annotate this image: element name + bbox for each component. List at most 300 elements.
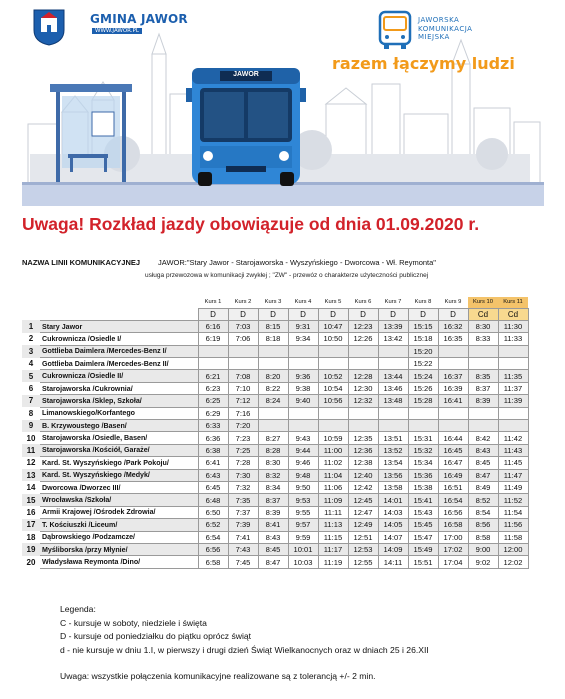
departure-time: 9:53 xyxy=(288,494,318,506)
departure-time xyxy=(438,345,468,357)
table-row xyxy=(22,345,528,357)
departure-time: 7:45 xyxy=(228,556,258,568)
departure-time xyxy=(498,420,528,432)
departure-time: 12:51 xyxy=(348,531,378,543)
departure-time: 9:02 xyxy=(468,556,498,568)
departure-time: 9:38 xyxy=(288,382,318,394)
departure-time: 8:39 xyxy=(258,506,288,518)
departure-time xyxy=(438,420,468,432)
departure-time xyxy=(348,407,378,419)
stop-number: 9 xyxy=(22,420,40,432)
departure-time: 6:16 xyxy=(198,320,228,332)
service-description: usługa przewozowa w komunikacji zwykłej ; "ZW" - przewóz o charakterze użyteczności publicznej xyxy=(145,272,429,279)
table-row xyxy=(22,444,528,456)
validity-notice: Uwaga! Rozkład jazdy obowiązuje od dnia 01.09.2020 r. xyxy=(22,214,480,234)
jkm-logo-text xyxy=(418,16,472,42)
departure-time: 11:02 xyxy=(318,457,348,469)
departure-time: 7:08 xyxy=(228,370,258,382)
departure-time: 11:09 xyxy=(318,494,348,506)
departure-time: 9:43 xyxy=(288,432,318,444)
table-row xyxy=(22,494,528,506)
departure-time: 9:55 xyxy=(288,506,318,518)
departure-time: 8:37 xyxy=(258,494,288,506)
departure-time: 15:51 xyxy=(408,556,438,568)
course-header: Kurs 1 xyxy=(204,299,222,306)
departure-time: 11:45 xyxy=(498,457,528,469)
departure-time: 12:53 xyxy=(348,543,378,555)
jkm-line-1: JAWORSKA xyxy=(418,16,460,24)
departure-time: 7:39 xyxy=(228,519,258,531)
day-code: Cd xyxy=(498,308,528,320)
departure-time: 12:47 xyxy=(348,506,378,518)
departure-time: 12:00 xyxy=(498,543,528,555)
departure-time: 11:56 xyxy=(498,519,528,531)
course-header: Kurs 5 xyxy=(324,299,342,306)
course-header: Kurs 11 xyxy=(498,297,528,308)
legend-c: C - kursuje w soboty, niedziele i święta xyxy=(60,617,207,628)
departure-time: 13:39 xyxy=(378,320,408,332)
day-code-row xyxy=(22,308,528,320)
day-code: D xyxy=(348,308,378,320)
departure-time xyxy=(498,345,528,357)
coat-of-arms-icon xyxy=(32,8,66,46)
departure-time: 10:52 xyxy=(318,370,348,382)
departure-time: 7:16 xyxy=(228,407,258,419)
stop-name: Dąbrowskiego /Podzamcze/ xyxy=(40,531,198,543)
day-code: D xyxy=(438,308,468,320)
departure-time: 10:50 xyxy=(318,333,348,345)
departure-time: 14:01 xyxy=(378,494,408,506)
departure-time: 14:09 xyxy=(378,543,408,555)
departure-time: 8:37 xyxy=(468,382,498,394)
departure-time: 6:38 xyxy=(198,444,228,456)
stop-name: Starojaworska /Kościół, Garaże/ xyxy=(40,444,198,456)
departure-time xyxy=(318,345,348,357)
departure-time xyxy=(498,407,528,419)
stop-name: Cukrownicza /Osiedle I/ xyxy=(40,333,198,345)
departure-time xyxy=(288,345,318,357)
departure-time xyxy=(378,345,408,357)
legend xyxy=(60,603,429,657)
departure-time: 16:37 xyxy=(438,370,468,382)
departure-time: 9:50 xyxy=(288,481,318,493)
departure-time: 7:10 xyxy=(228,382,258,394)
header-spacer xyxy=(40,297,198,308)
departure-time xyxy=(318,358,348,370)
departure-time: 11:19 xyxy=(318,556,348,568)
departure-time: 12:26 xyxy=(348,333,378,345)
departure-time xyxy=(318,420,348,432)
departure-time: 8:42 xyxy=(468,432,498,444)
departure-time: 8:34 xyxy=(258,481,288,493)
departure-time: 8:20 xyxy=(258,370,288,382)
departure-time: 15:34 xyxy=(408,457,438,469)
stop-name: Starojaworska /Sklep, Szkoła/ xyxy=(40,395,198,407)
stop-number: 10 xyxy=(26,433,36,443)
stop-name: Cukrownicza /Osiedle II/ xyxy=(40,370,198,382)
line-name-label: NAZWA LINII KOMUNIKACYJNEJ xyxy=(22,258,141,267)
departure-time: 7:43 xyxy=(228,543,258,555)
table-row xyxy=(22,531,528,543)
stop-number: 19 xyxy=(22,543,40,555)
departure-time: 16:56 xyxy=(438,506,468,518)
stop-name: Gottlieba Daimlera /Mercedes-Benz II/ xyxy=(40,358,198,370)
departure-time xyxy=(258,407,288,419)
departure-time: 8:18 xyxy=(258,333,288,345)
stop-number: 4 xyxy=(28,359,34,369)
header-spacer xyxy=(40,308,198,320)
departure-time: 12:02 xyxy=(498,556,528,568)
stop-number: 5 xyxy=(22,370,40,382)
departure-time: 11:00 xyxy=(318,444,348,456)
departure-time: 8:54 xyxy=(468,506,498,518)
table-row xyxy=(22,469,528,481)
table-row xyxy=(22,457,528,469)
day-code: Cd xyxy=(468,308,498,320)
departure-time: 14:03 xyxy=(378,506,408,518)
stop-name: Wrocławska /Szkoła/ xyxy=(40,494,198,506)
departure-time xyxy=(468,345,498,357)
departure-time: 9:31 xyxy=(288,320,318,332)
departure-time xyxy=(378,407,408,419)
departure-time: 10:01 xyxy=(288,543,318,555)
departure-time: 11:43 xyxy=(498,444,528,456)
departure-time: 8:49 xyxy=(468,481,498,493)
stop-number: 8 xyxy=(28,408,34,418)
departure-time: 15:45 xyxy=(408,519,438,531)
departure-time: 8:15 xyxy=(258,320,288,332)
stop-number: 2 xyxy=(28,334,34,344)
stop-number: 16 xyxy=(26,507,36,517)
departure-time: 12:49 xyxy=(348,519,378,531)
departure-time: 6:29 xyxy=(198,407,228,419)
departure-time: 8:32 xyxy=(258,469,288,481)
stop-name: T. Kościuszki /Liceum/ xyxy=(40,519,198,531)
departure-time: 11:47 xyxy=(498,469,528,481)
departure-time: 8:41 xyxy=(258,519,288,531)
departure-time xyxy=(228,358,258,370)
gmina-url: WWW.JAWOR.PL xyxy=(92,28,142,34)
departure-time: 6:33 xyxy=(198,420,228,432)
departure-time: 15:36 xyxy=(408,469,438,481)
departure-time: 16:51 xyxy=(438,481,468,493)
departure-time: 15:31 xyxy=(408,432,438,444)
departure-time: 7:25 xyxy=(228,444,258,456)
departure-time: 8:30 xyxy=(468,320,498,332)
gmina-title: GMINA JAWOR xyxy=(90,12,188,26)
departure-time: 7:06 xyxy=(228,333,258,345)
departure-time: 12:55 xyxy=(348,556,378,568)
departure-time: 8:45 xyxy=(258,543,288,555)
course-header-row xyxy=(22,297,528,308)
departure-time: 8:47 xyxy=(258,556,288,568)
jkm-line-2: KOMUNIKACJA xyxy=(418,24,473,33)
stop-name: Starojaworska /Osiedle, Basen/ xyxy=(40,432,198,444)
departure-time: 10:47 xyxy=(318,320,348,332)
departure-time xyxy=(228,345,258,357)
departure-time: 13:56 xyxy=(378,469,408,481)
departure-time: 11:37 xyxy=(498,382,528,394)
departure-time: 8:24 xyxy=(258,395,288,407)
table-row xyxy=(22,481,528,493)
stop-name: B. Krzywoustego /Basen/ xyxy=(40,420,198,432)
tolerance-note: Uwaga: wszystkie połączenia komunikacyjne realizowane są z tolerancją +/- 2 min. xyxy=(60,671,376,681)
day-code: D xyxy=(228,308,258,320)
stop-name: Kard. St. Wyszyńskiego /Medyk/ xyxy=(40,469,198,481)
departure-time: 8:45 xyxy=(468,457,498,469)
departure-time: 8:43 xyxy=(468,444,498,456)
departure-time: 11:52 xyxy=(498,494,528,506)
day-code: D xyxy=(258,308,288,320)
stop-number: 13 xyxy=(22,469,40,481)
course-header: Kurs 3 xyxy=(264,299,282,306)
departure-time xyxy=(348,420,378,432)
departure-time: 9:34 xyxy=(288,333,318,345)
stop-name: Dworcowa /Dworzec III/ xyxy=(40,481,198,493)
departure-time: 11:58 xyxy=(498,531,528,543)
timetable xyxy=(22,297,529,569)
departure-time xyxy=(468,358,498,370)
departure-time: 7:28 xyxy=(228,457,258,469)
stop-name: Limanowskiego/Korfantego xyxy=(40,407,198,419)
departure-time: 6:19 xyxy=(198,333,228,345)
departure-time: 8:22 xyxy=(258,382,288,394)
departure-time: 10:03 xyxy=(288,556,318,568)
stop-name: Gottlieba Daimlera /Mercedes-Benz I/ xyxy=(40,345,198,357)
table-row xyxy=(22,370,528,382)
line-name: JAWOR:"Stary Jawor - Starojaworska - Wyszyńskiego - Dworcowa - Wł. Reymonta" xyxy=(158,258,436,267)
departure-time: 7:20 xyxy=(228,420,258,432)
stop-name: Władysława Reymonta /Dino/ xyxy=(40,556,198,568)
departure-time: 14:11 xyxy=(378,556,408,568)
day-code: D xyxy=(378,308,408,320)
table-row xyxy=(22,382,528,394)
departure-time: 6:21 xyxy=(198,370,228,382)
departure-time: 12:35 xyxy=(348,432,378,444)
day-code: D xyxy=(318,308,348,320)
departure-time: 7:32 xyxy=(228,481,258,493)
departure-time: 16:32 xyxy=(438,320,468,332)
departure-time: 16:49 xyxy=(438,469,468,481)
table-row xyxy=(22,358,528,370)
departure-time: 10:56 xyxy=(318,395,348,407)
departure-time xyxy=(378,420,408,432)
departure-time: 15:20 xyxy=(408,345,438,357)
jkm-line-3: MIEJSKA xyxy=(418,33,450,41)
stop-number: 18 xyxy=(26,532,36,542)
departure-time xyxy=(198,358,228,370)
departure-time: 8:30 xyxy=(258,457,288,469)
departure-time: 15:15 xyxy=(408,320,438,332)
course-header: Kurs 6 xyxy=(354,299,372,306)
departure-time: 6:36 xyxy=(198,432,228,444)
stop-number: 11 xyxy=(22,444,40,456)
departure-time: 6:50 xyxy=(198,506,228,518)
departure-time: 8:58 xyxy=(468,531,498,543)
departure-time: 16:35 xyxy=(438,333,468,345)
departure-time: 12:30 xyxy=(348,382,378,394)
departure-time: 6:56 xyxy=(198,543,228,555)
stop-number: 7 xyxy=(22,395,40,407)
departure-time: 11:04 xyxy=(318,469,348,481)
departure-time: 12:40 xyxy=(348,469,378,481)
departure-time: 9:00 xyxy=(468,543,498,555)
departure-time: 15:32 xyxy=(408,444,438,456)
departure-time: 6:58 xyxy=(198,556,228,568)
departure-time: 17:00 xyxy=(438,531,468,543)
course-header: Kurs 10 xyxy=(468,297,498,308)
departure-time: 11:35 xyxy=(498,370,528,382)
departure-time: 9:57 xyxy=(288,519,318,531)
table-row xyxy=(22,407,528,419)
day-code: D xyxy=(198,308,228,320)
departure-time xyxy=(378,358,408,370)
stop-number: 15 xyxy=(22,494,40,506)
departure-time: 13:46 xyxy=(378,382,408,394)
departure-time xyxy=(288,358,318,370)
departure-time: 9:48 xyxy=(288,469,318,481)
course-header: Kurs 9 xyxy=(444,299,462,306)
departure-time: 11:15 xyxy=(318,531,348,543)
course-header: Kurs 2 xyxy=(234,299,252,306)
legend-d: D - kursuje od poniedziałku do piątku oprócz świąt xyxy=(60,631,252,642)
departure-time: 12:45 xyxy=(348,494,378,506)
course-header: Kurs 8 xyxy=(414,299,432,306)
departure-time: 6:43 xyxy=(198,469,228,481)
table-row xyxy=(22,432,528,444)
departure-time: 17:02 xyxy=(438,543,468,555)
stop-name: Armii Krajowej /Ośrodek Zdrowia/ xyxy=(40,506,198,518)
departure-time: 16:58 xyxy=(438,519,468,531)
departure-time: 7:12 xyxy=(228,395,258,407)
table-row xyxy=(22,333,528,345)
departure-time: 12:23 xyxy=(348,320,378,332)
departure-time: 17:04 xyxy=(438,556,468,568)
stop-name: Stary Jawor xyxy=(40,320,198,332)
departure-time: 12:28 xyxy=(348,370,378,382)
course-header: Kurs 4 xyxy=(294,299,312,306)
departure-time: 16:44 xyxy=(438,432,468,444)
bus-destination-sign: JAWOR xyxy=(233,71,259,78)
stop-number: 17 xyxy=(22,519,40,531)
departure-time: 11:30 xyxy=(498,320,528,332)
table-row xyxy=(22,556,528,568)
departure-time: 8:52 xyxy=(468,494,498,506)
departure-time: 16:54 xyxy=(438,494,468,506)
departure-time xyxy=(258,420,288,432)
city-bus-logo-icon xyxy=(374,8,418,52)
bus-illustration xyxy=(186,68,306,186)
departure-time: 10:59 xyxy=(318,432,348,444)
departure-time xyxy=(408,420,438,432)
departure-time: 11:54 xyxy=(498,506,528,518)
departure-time xyxy=(258,345,288,357)
stop-name: Myśliborska /przy Młynie/ xyxy=(40,543,198,555)
departure-time: 13:51 xyxy=(378,432,408,444)
table-row xyxy=(22,506,528,518)
departure-time: 7:23 xyxy=(228,432,258,444)
departure-time: 7:35 xyxy=(228,494,258,506)
departure-time xyxy=(468,407,498,419)
legend-title: Legenda: xyxy=(60,604,96,614)
departure-time xyxy=(438,358,468,370)
header-banner xyxy=(22,4,544,209)
departure-time: 12:42 xyxy=(348,481,378,493)
stop-name: Starojaworska /Cukrownia/ xyxy=(40,382,198,394)
departure-time: 11:42 xyxy=(498,432,528,444)
departure-time: 15:26 xyxy=(408,382,438,394)
departure-time: 13:44 xyxy=(378,370,408,382)
departure-time xyxy=(288,420,318,432)
departure-time: 6:23 xyxy=(198,382,228,394)
departure-time: 12:36 xyxy=(348,444,378,456)
departure-time xyxy=(408,407,438,419)
departure-time: 13:54 xyxy=(378,457,408,469)
departure-time: 6:45 xyxy=(198,481,228,493)
departure-time: 8:39 xyxy=(468,395,498,407)
stop-number: 20 xyxy=(26,557,36,567)
departure-time: 8:47 xyxy=(468,469,498,481)
departure-time: 15:22 xyxy=(408,358,438,370)
departure-time: 8:56 xyxy=(468,519,498,531)
departure-time: 8:43 xyxy=(258,531,288,543)
departure-time: 13:48 xyxy=(378,395,408,407)
departure-time: 8:33 xyxy=(468,333,498,345)
stop-name: Kard. St. Wyszyńskiego /Park Pokoju/ xyxy=(40,457,198,469)
departure-time: 11:11 xyxy=(318,506,348,518)
departure-time: 15:41 xyxy=(408,494,438,506)
departure-time: 8:27 xyxy=(258,432,288,444)
departure-time: 6:48 xyxy=(198,494,228,506)
departure-time: 14:05 xyxy=(378,519,408,531)
departure-time: 16:45 xyxy=(438,444,468,456)
departure-time: 16:47 xyxy=(438,457,468,469)
departure-time: 15:28 xyxy=(408,395,438,407)
day-code: D xyxy=(408,308,438,320)
departure-time: 8:35 xyxy=(468,370,498,382)
departure-time: 11:13 xyxy=(318,519,348,531)
departure-time: 10:54 xyxy=(318,382,348,394)
departure-time: 15:47 xyxy=(408,531,438,543)
departure-time xyxy=(348,345,378,357)
departure-time: 11:17 xyxy=(318,543,348,555)
departure-time: 15:24 xyxy=(408,370,438,382)
departure-time xyxy=(438,407,468,419)
departure-time xyxy=(348,358,378,370)
header-spacer xyxy=(22,308,40,320)
departure-time: 11:33 xyxy=(498,333,528,345)
departure-time: 15:38 xyxy=(408,481,438,493)
legend-d-small: d - nie kursuje w dniu 1.I, w pierwszy i drugi dzień Świąt Wielkanocnych oraz w dniach 25 i 26.XII xyxy=(60,644,429,655)
departure-time: 6:52 xyxy=(198,519,228,531)
table-row xyxy=(22,395,528,407)
departure-time: 7:37 xyxy=(228,506,258,518)
departure-time: 11:06 xyxy=(318,481,348,493)
departure-time xyxy=(498,358,528,370)
course-header: Kurs 7 xyxy=(384,299,402,306)
departure-time xyxy=(318,407,348,419)
departure-time: 13:52 xyxy=(378,444,408,456)
departure-time: 7:30 xyxy=(228,469,258,481)
departure-time: 7:41 xyxy=(228,531,258,543)
departure-time: 9:44 xyxy=(288,444,318,456)
departure-time: 6:41 xyxy=(198,457,228,469)
table-row xyxy=(22,420,528,432)
departure-time: 15:49 xyxy=(408,543,438,555)
departure-time: 12:32 xyxy=(348,395,378,407)
departure-time: 14:07 xyxy=(378,531,408,543)
departure-time: 8:28 xyxy=(258,444,288,456)
